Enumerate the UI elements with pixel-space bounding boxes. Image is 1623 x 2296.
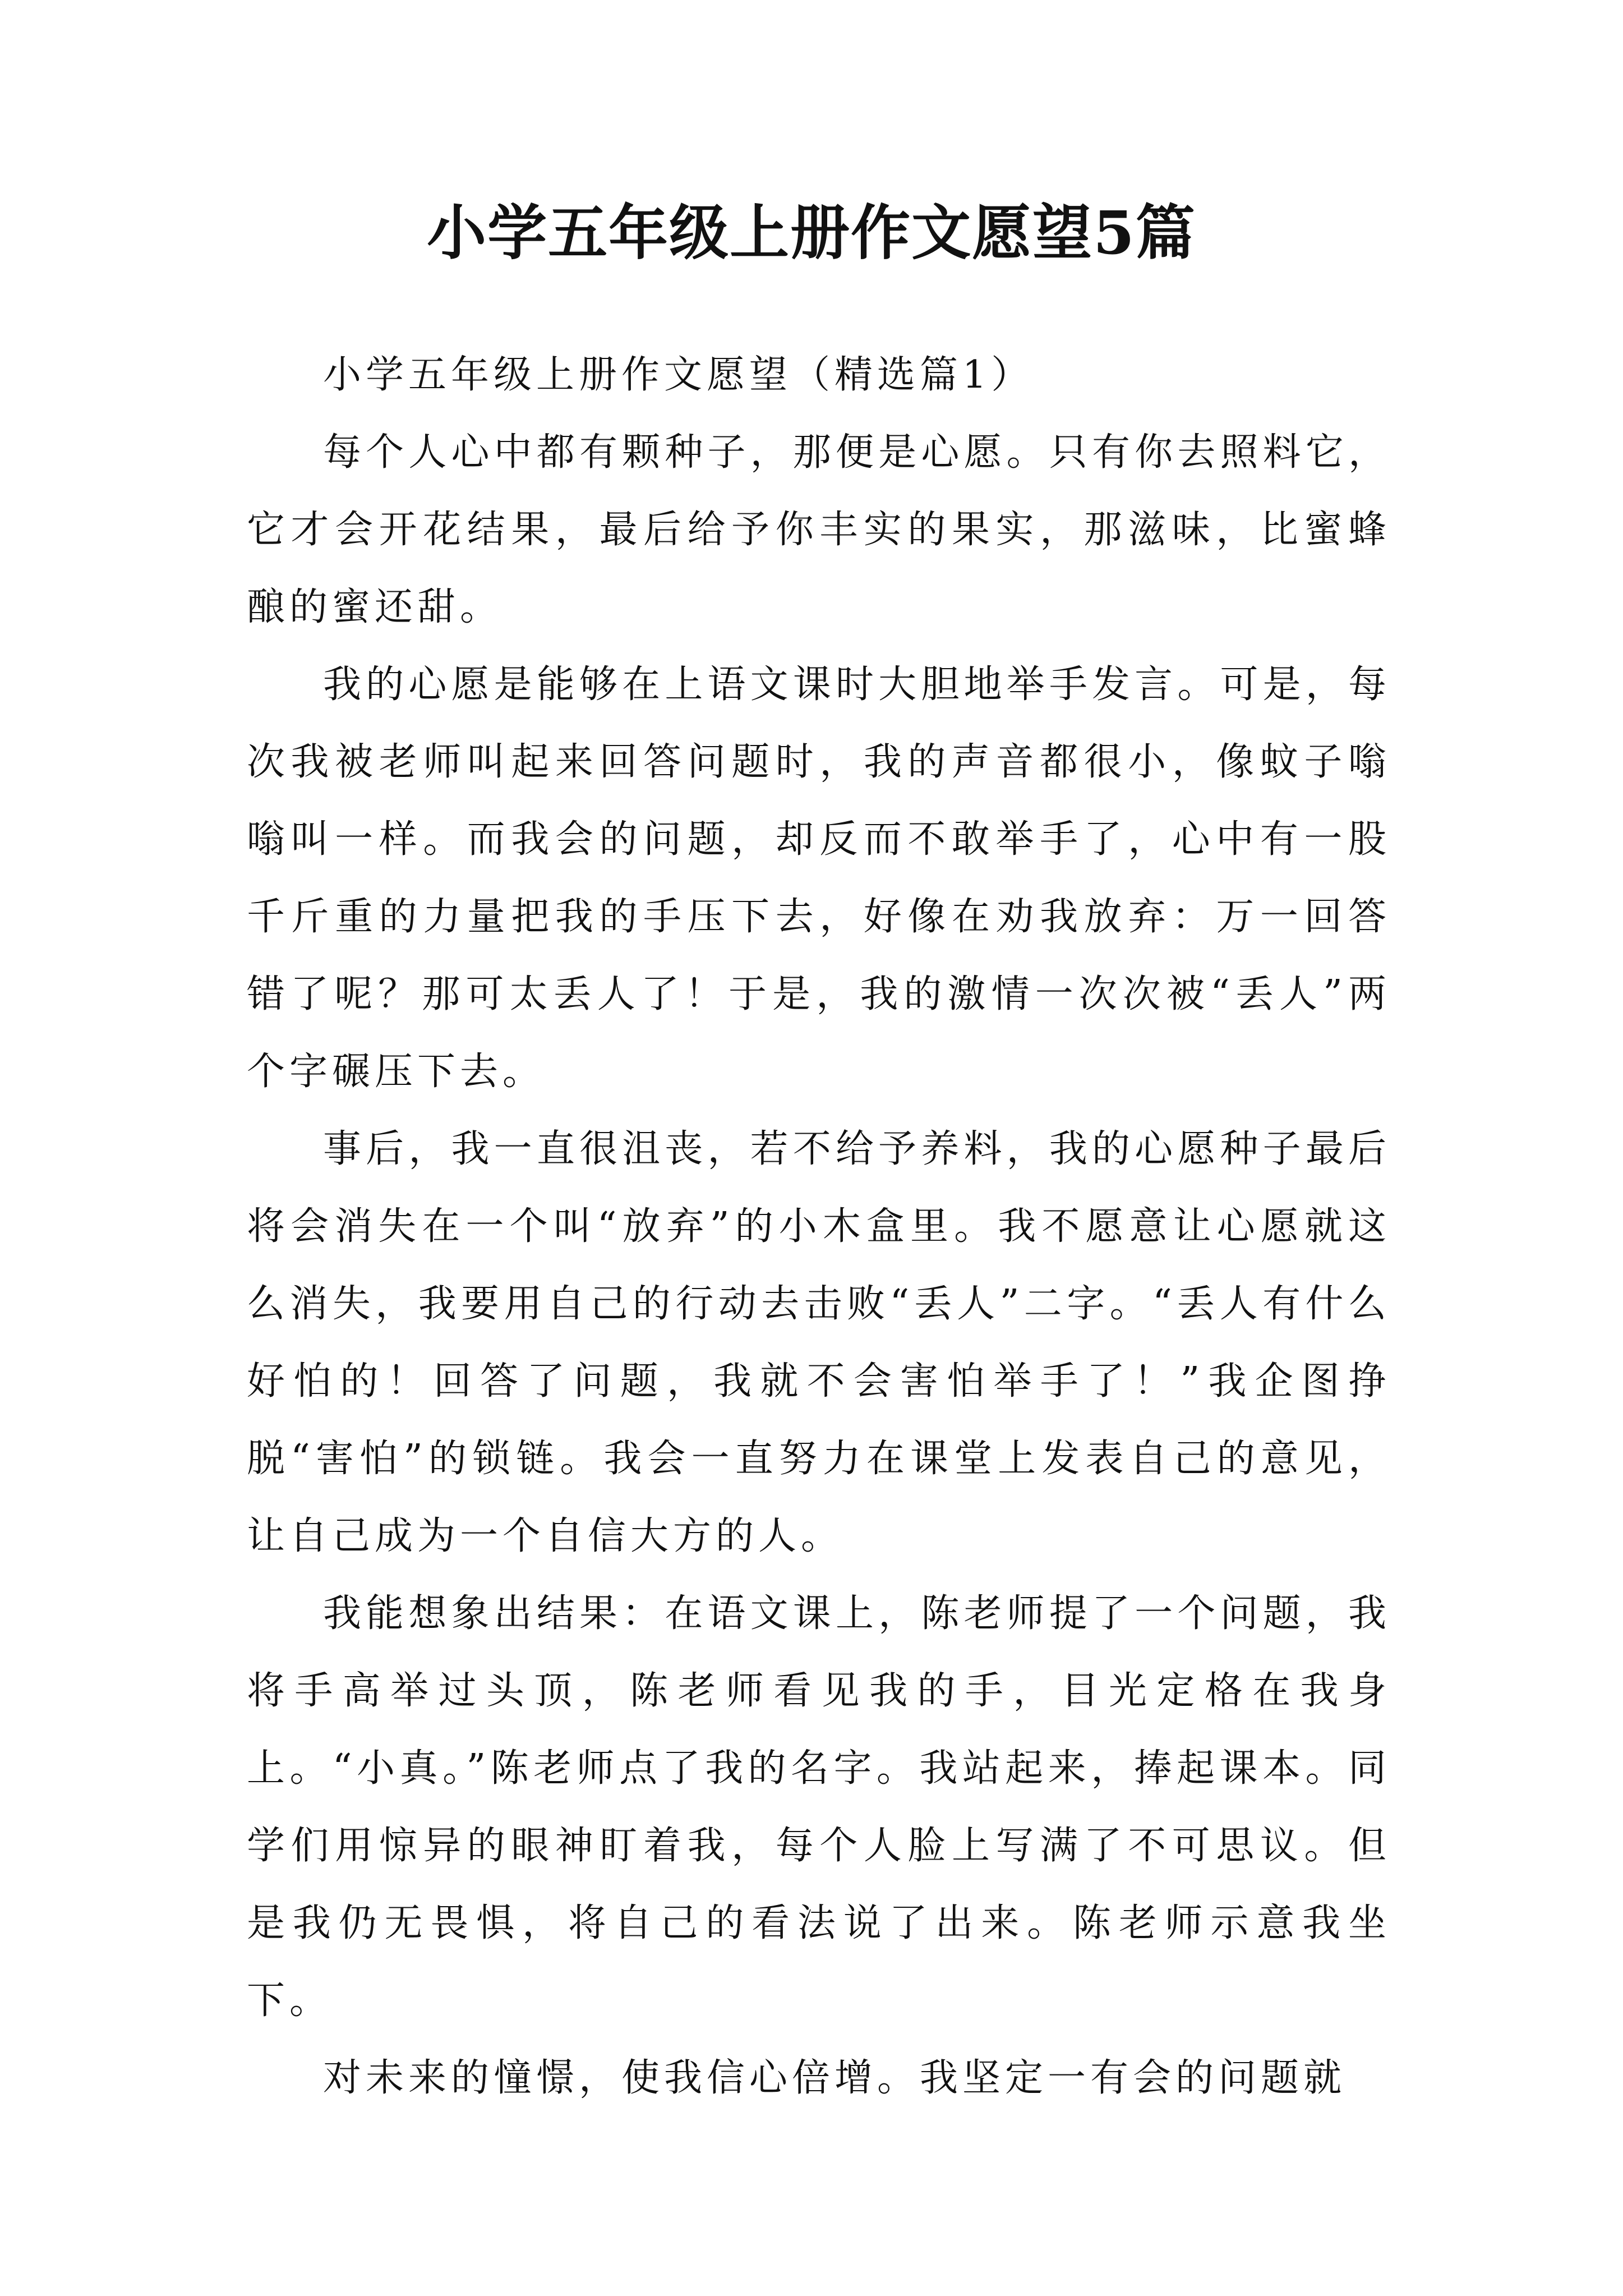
paragraph: 事后，我一直很沮丧，若不给予养料，我的心愿种子最后将会消失在一个叫“放弃”的小木盒里。我不愿意让心愿就这么消失，我要用自己的行动去击败“丢人”二字。“丢人有什么好怕的！回答了问题，我就不会害怕举手了！”我企图挣脱“害怕”的锁链。我会一直努力在课堂上发表自己的意见，让自己成为一个自信大方的人。 [247,1127,1391,1558]
paragraph: 每个人心中都有颗种子，那便是心愿。只有你去照料它，它才会开花结果，最后给予你丰实的果实，那滋味，比蜜蜂酿的蜜还甜。 [247,430,1391,629]
document-title: 小学五年级上册作文愿望5篇 [427,197,1196,268]
document-body [247,337,1391,2117]
paragraph: 我能想象出结果：在语文课上，陈老师提了一个问题，我将手高举过头顶，陈老师看见我的手，目光定格在我身上。“小真。”陈老师点了我的名字。我站起来，捧起课本。同学们用惊异的眼神盯着我，每个人脸上写满了不可思议。但是我仍无畏惧，将自己的看法说了出来。陈老师示意我坐下。 [247,1591,1391,2023]
section-heading: 小学五年级上册作文愿望（精选篇1） [323,353,1034,397]
paragraph: 对未来的憧憬，使我信心倍增。我坚定一有会的问题就 [323,2056,1347,2100]
paragraph: 我的心愿是能够在上语文课时大胆地举手发言。可是，每次我被老师叫起来回答问题时，我的声音都很小，像蚊子嗡嗡叫一样。而我会的问题，却反而不敢举手了，心中有一股千斤重的力量把我的手压下去，好像在劝我放弃：万一回答错了呢？那可太丢人了！于是，我的激情一次次被“丢人”两个字碾压下去。 [247,662,1391,1094]
